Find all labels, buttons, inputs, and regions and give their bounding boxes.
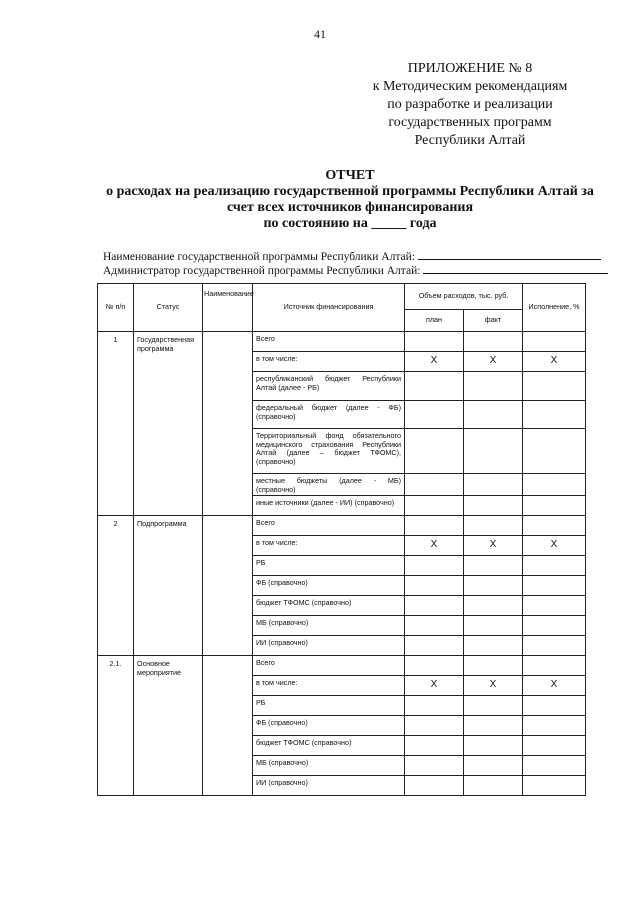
execution-cell	[523, 401, 586, 429]
program-name-blank	[418, 248, 601, 260]
report-table-body	[98, 332, 586, 796]
plan-cell	[405, 596, 464, 616]
table-row	[98, 516, 586, 536]
program-name-label: Наименование государственной программы Республики Алтай:	[103, 251, 415, 263]
execution-cell	[523, 372, 586, 401]
plan-cell	[405, 716, 464, 736]
funding-source: Всего	[253, 656, 405, 676]
plan-cell	[405, 429, 464, 474]
fact-cell	[464, 516, 523, 536]
fact-cell: X	[464, 536, 523, 556]
funding-source: ИИ (справочно)	[253, 776, 405, 796]
plan-cell	[405, 332, 464, 352]
funding-source: в том числе:	[253, 676, 405, 696]
header-fact: факт	[464, 310, 523, 332]
funding-source: бюджет ТФОМС (справочно)	[253, 596, 405, 616]
row-status: Подпрограмма	[134, 516, 203, 656]
execution-cell	[523, 596, 586, 616]
funding-source: РБ	[253, 696, 405, 716]
execution-cell	[523, 756, 586, 776]
execution-cell	[523, 332, 586, 352]
execution-cell	[523, 429, 586, 474]
execution-cell	[523, 696, 586, 716]
appendix-line: Республики Алтай	[414, 133, 526, 148]
execution-cell	[523, 616, 586, 636]
appendix-line: государственных программ	[388, 115, 552, 130]
row-number: 1	[98, 332, 134, 516]
fact-cell	[464, 656, 523, 676]
plan-cell: X	[405, 352, 464, 372]
administrator-label: Администратор государственной программы Республики Алтай:	[103, 265, 421, 277]
funding-source: местные бюджеты (далее - МБ) (справочно)	[253, 474, 405, 496]
plan-cell	[405, 756, 464, 776]
program-name-field	[103, 248, 601, 263]
administrator-field	[103, 262, 608, 277]
plan-cell	[405, 556, 464, 576]
fact-cell: X	[464, 676, 523, 696]
fact-cell	[464, 429, 523, 474]
plan-cell	[405, 372, 464, 401]
row-status: Государственная программа	[134, 332, 203, 516]
funding-source: МБ (справочно)	[253, 616, 405, 636]
header-volume: Объем расходов, тыс. руб.	[405, 284, 523, 310]
header-execution: Исполнение, %	[523, 284, 586, 332]
fact-cell	[464, 496, 523, 516]
funding-source: РБ	[253, 556, 405, 576]
fact-cell	[464, 736, 523, 756]
plan-cell: X	[405, 536, 464, 556]
table-row	[98, 656, 586, 676]
funding-source: ФБ (справочно)	[253, 716, 405, 736]
fact-cell	[464, 556, 523, 576]
report-title-main: ОТЧЕТ	[325, 168, 375, 183]
plan-cell	[405, 776, 464, 796]
funding-source: Всего	[253, 516, 405, 536]
execution-cell	[523, 736, 586, 756]
execution-cell: X	[523, 536, 586, 556]
plan-cell	[405, 736, 464, 756]
row-name-cell	[203, 332, 253, 516]
row-number: 2.1.	[98, 656, 134, 796]
header-plan: план	[405, 310, 464, 332]
execution-cell	[523, 656, 586, 676]
execution-cell: X	[523, 352, 586, 372]
plan-cell	[405, 696, 464, 716]
report-title-line: счет всех источников финансирования	[226, 200, 474, 215]
execution-cell	[523, 716, 586, 736]
funding-source: республиканский бюджет Республики Алтай (далее - РБ)	[253, 372, 405, 401]
fact-cell	[464, 372, 523, 401]
report-table	[97, 283, 586, 796]
plan-cell	[405, 636, 464, 656]
fact-cell	[464, 716, 523, 736]
appendix-line: к Методическим рекомендациям	[372, 79, 568, 94]
fact-cell	[464, 616, 523, 636]
row-status: Основное мероприятие	[134, 656, 203, 796]
execution-cell	[523, 776, 586, 796]
execution-cell: X	[523, 676, 586, 696]
fact-cell	[464, 474, 523, 496]
execution-cell	[523, 556, 586, 576]
execution-cell	[523, 516, 586, 536]
execution-cell	[523, 576, 586, 596]
header-name: Наименование	[203, 284, 253, 332]
fact-cell	[464, 576, 523, 596]
plan-cell	[405, 576, 464, 596]
funding-source: Территориальный фонд обязательного медицинского страхования Республики Алтай (далее – бюджет ТФОМС), (справочно)	[253, 429, 405, 474]
execution-cell	[523, 474, 586, 496]
report-title-line: по состоянию на _____ года	[263, 216, 437, 231]
funding-source: бюджет ТФОМС (справочно)	[253, 736, 405, 756]
funding-source: ФБ (справочно)	[253, 576, 405, 596]
funding-source: в том числе:	[253, 536, 405, 556]
execution-cell	[523, 636, 586, 656]
funding-source: ИИ (справочно)	[253, 636, 405, 656]
execution-cell	[523, 496, 586, 516]
report-title	[90, 168, 610, 232]
plan-cell	[405, 516, 464, 536]
funding-source: в том числе:	[253, 352, 405, 372]
row-name-cell	[203, 516, 253, 656]
report-title-line: о расходах на реализацию государственной программы Республики Алтай за	[106, 184, 594, 199]
funding-source: Всего	[253, 332, 405, 352]
plan-cell	[405, 474, 464, 496]
appendix-line: по разработке и реализации	[387, 97, 553, 112]
plan-cell: X	[405, 676, 464, 696]
fact-cell	[464, 332, 523, 352]
header-source: Источник финансирования	[253, 284, 405, 332]
funding-source: федеральный бюджет (далее - ФБ) (справочно)	[253, 401, 405, 429]
fact-cell	[464, 401, 523, 429]
fact-cell	[464, 696, 523, 716]
plan-cell	[405, 656, 464, 676]
plan-cell	[405, 496, 464, 516]
header-num: № п/п	[98, 284, 134, 332]
appendix-header	[340, 60, 600, 150]
administrator-blank	[423, 262, 608, 274]
row-name-cell	[203, 656, 253, 796]
header-status: Статус	[134, 284, 203, 332]
plan-cell	[405, 616, 464, 636]
fact-cell	[464, 596, 523, 616]
fact-cell	[464, 756, 523, 776]
appendix-title: ПРИЛОЖЕНИЕ № 8	[407, 61, 533, 76]
row-number: 2	[98, 516, 134, 656]
funding-source: иные источники (далее - ИИ) (справочно)	[253, 496, 405, 516]
fact-cell: X	[464, 352, 523, 372]
table-row	[98, 332, 586, 352]
page-number: 41	[314, 27, 326, 41]
funding-source: МБ (справочно)	[253, 756, 405, 776]
plan-cell	[405, 401, 464, 429]
fact-cell	[464, 776, 523, 796]
fact-cell	[464, 636, 523, 656]
